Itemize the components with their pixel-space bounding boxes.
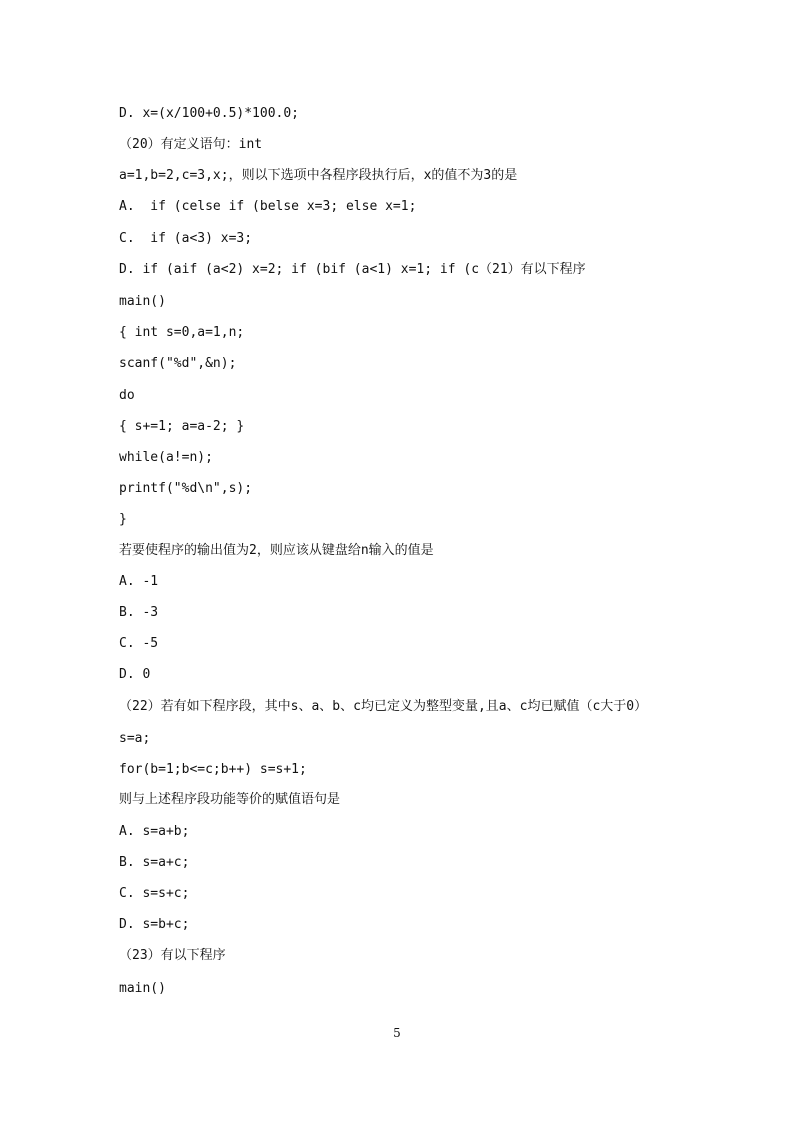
text-line: printf("%d\n",s);	[119, 481, 253, 496]
text-line: B. -3	[119, 605, 159, 620]
text-line: s=a;	[119, 731, 151, 746]
text-line: }	[119, 512, 127, 527]
text-line: while(a!=n);	[119, 450, 213, 465]
page-number: 5	[393, 1026, 401, 1040]
text-line: main()	[119, 294, 166, 309]
text-line: C. if (a<3) x=3;	[119, 231, 253, 246]
text-line: 则与上述程序段功能等价的赋值语句是	[119, 792, 341, 807]
text-line: do	[119, 388, 135, 403]
text-line: A. if (celse if (belse x=3; else x=1;	[119, 199, 417, 214]
text-line: D. x=(x/100+0.5)*100.0;	[119, 106, 300, 121]
text-line: A. -1	[119, 574, 159, 589]
text-line: D. if (aif (a<2) x=2; if (bif (a<1) x=1; if (c（21）有以下程序	[119, 262, 586, 277]
text-line: D. s=b+c;	[119, 917, 190, 932]
text-line: { int s=0,a=1,n;	[119, 325, 245, 340]
text-line: B. s=a+c;	[119, 855, 190, 870]
text-line: main()	[119, 981, 166, 996]
text-line: for(b=1;b<=c;b++) s=s+1;	[119, 762, 307, 777]
text-line: （20）有定义语句：int	[119, 137, 263, 152]
text-line: 若要使程序的输出值为2，则应该从键盘给n输入的值是	[119, 543, 434, 558]
text-line: a=1,b=2,c=3,x;，则以下选项中各程序段执行后，x的值不为3的是	[119, 168, 518, 183]
text-line: scanf("%d",&n);	[119, 356, 237, 371]
text-line: C. s=s+c;	[119, 886, 190, 901]
text-line: （23）有以下程序	[119, 948, 226, 963]
text-line: C. -5	[119, 636, 159, 651]
text-line: { s+=1; a=a-2; }	[119, 419, 245, 434]
text-line: A. s=a+b;	[119, 824, 190, 839]
text-line: （22）若有如下程序段，其中s、a、b、c均已定义为整型变量,且a、c均已赋值（c大于0）	[119, 699, 648, 714]
text-line: D. 0	[119, 667, 151, 682]
